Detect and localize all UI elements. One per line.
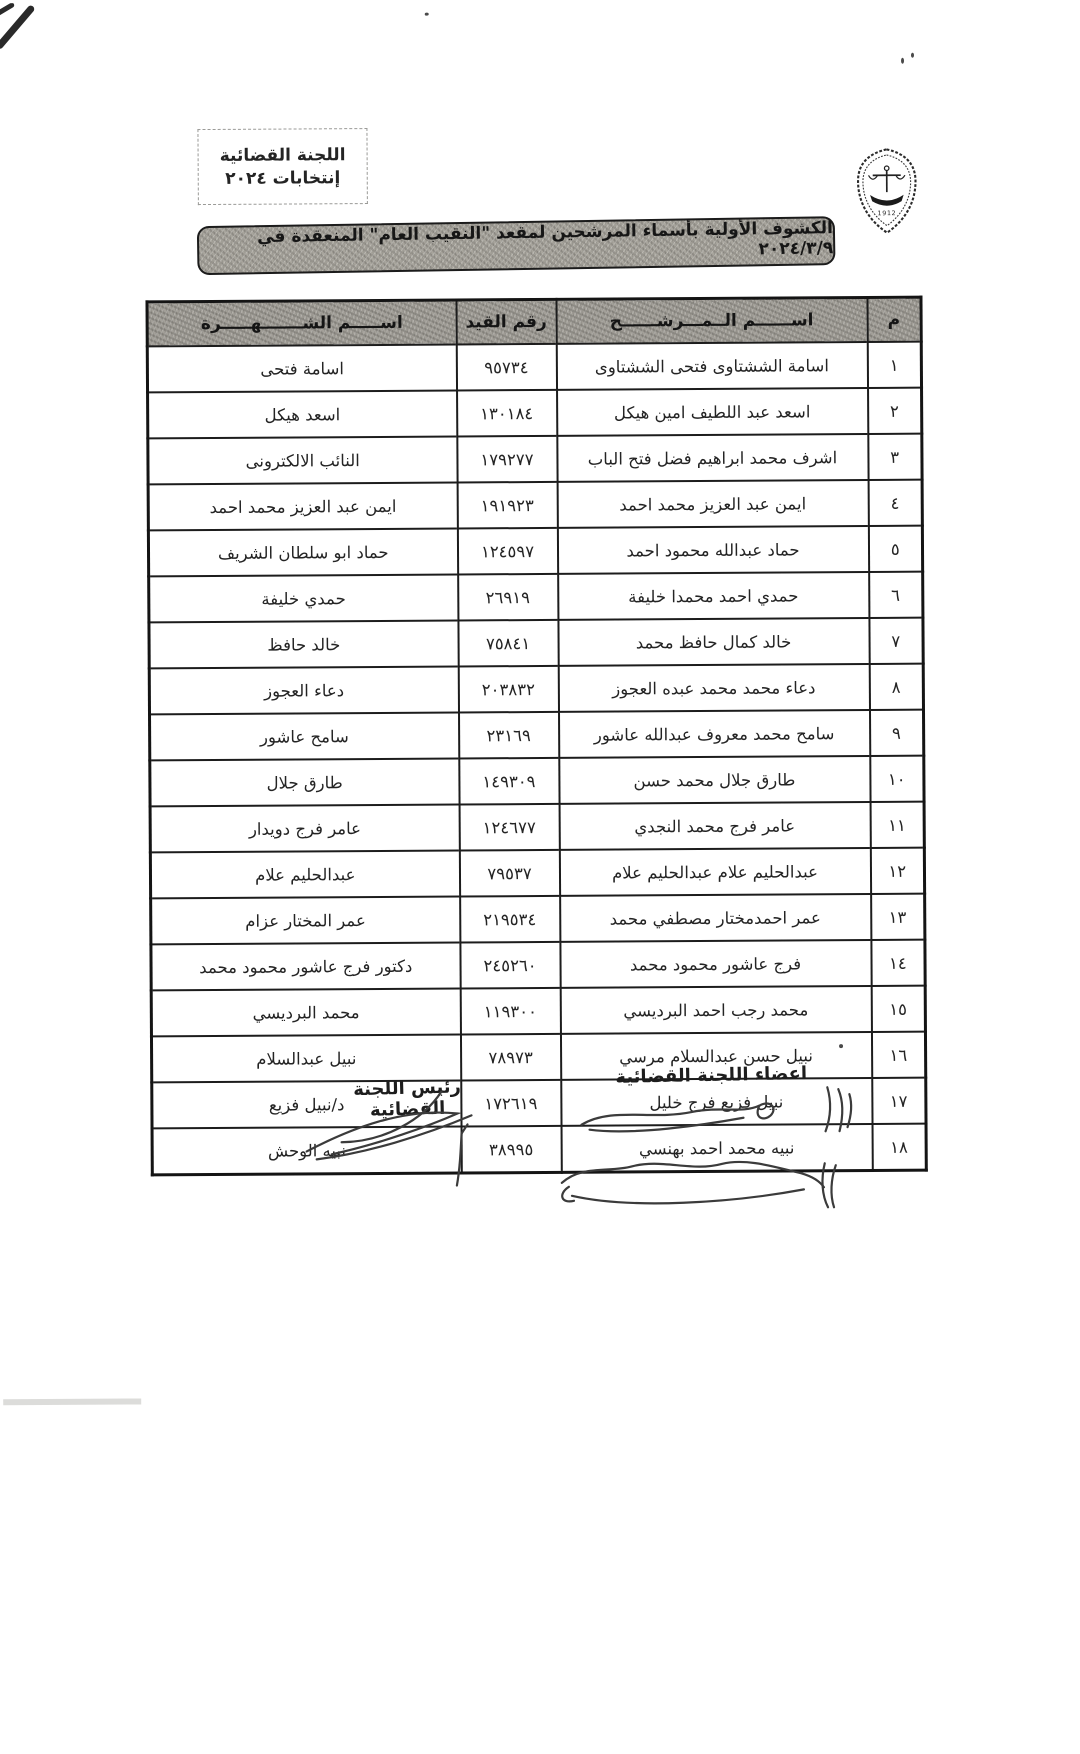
row-number-cell: ٦ <box>869 572 923 618</box>
handwritten-signatures <box>271 1053 887 1242</box>
candidate-name-cell: نبيه محمد احمد بهنسي <box>561 1124 872 1172</box>
alias-name-cell: د/نبيل فزيع <box>152 1080 461 1128</box>
table-row <box>151 986 925 1037</box>
candidate-name-cell: سامح محمد معروف عبدالله عاشور <box>559 710 870 758</box>
table-body <box>147 342 926 1175</box>
alias-name-cell: نبيل عبدالسلام <box>151 1034 460 1082</box>
title-banner <box>197 216 836 275</box>
registration-number-cell: ١٧٩٢٧٧ <box>457 436 557 483</box>
row-number-cell: ١٨ <box>872 1124 926 1171</box>
table-row <box>148 434 922 485</box>
alias-name-cell: ايمن عبد العزيز محمد احمد <box>148 482 457 530</box>
candidate-name-cell: نبيل فزيع فرج خليل <box>561 1078 872 1126</box>
alias-name-cell: دعاء العجوز <box>149 666 458 714</box>
candidate-name-cell: حمدي احمد محمدا خليفة <box>558 572 869 620</box>
seal-year: 1912 <box>878 210 897 217</box>
bar-association-seal-icon <box>852 144 923 239</box>
row-number-cell: ٨ <box>869 664 923 710</box>
table-row <box>150 710 924 761</box>
alias-name-cell: عبدالحليم علام <box>150 850 459 898</box>
table-row <box>150 756 924 807</box>
scan-speck <box>911 53 914 58</box>
candidate-name-cell: دعاء محمد محمد عبده العجوز <box>558 664 869 712</box>
alias-name-cell: عامر فرج دويدار <box>150 804 459 852</box>
table-row <box>151 940 925 991</box>
election-year: إنتخابات ٢٠٢٤ <box>225 168 340 189</box>
alias-name-cell: النائب الالكترونى <box>148 436 457 484</box>
row-number-cell: ٩ <box>869 710 923 756</box>
alias-name-cell: حمدي خليفة <box>149 574 458 622</box>
committee-name: اللجنة القضائية <box>220 145 346 166</box>
candidate-name-cell: فرج عاشور محمود محمد <box>560 940 871 988</box>
header-row-number: م <box>867 297 921 342</box>
candidate-name-cell: ايمن عبد العزيز محمد احمد <box>557 480 868 528</box>
row-number-cell: ٢ <box>868 388 922 434</box>
alias-name-cell: محمد البرديسي <box>151 988 460 1036</box>
registration-number-cell: ١١٩٣٠٠ <box>460 988 560 1035</box>
candidate-name-cell: عامر فرج محمد النجدي <box>559 802 870 850</box>
committee-corner-box <box>197 128 367 205</box>
scan-speck <box>425 13 429 16</box>
candidate-name-cell: نبيل حسن عبدالسلام مرسي <box>560 1032 871 1080</box>
table-row <box>148 480 922 531</box>
alias-name-cell: عمر المختار عزام <box>151 896 460 944</box>
committee-members-label: اعضاء اللجنة القضائية <box>613 1063 809 1088</box>
candidate-name-cell: طارق جلال محمد حسن <box>559 756 870 804</box>
header-candidate-name: اســــــم الــمـــرشــــــح <box>556 297 867 343</box>
registration-number-cell: ٧٥٨٤١ <box>458 620 558 667</box>
registration-number-cell: ٧٩٥٣٧ <box>459 850 559 897</box>
alias-name-cell: اسامة فتحى <box>147 345 456 393</box>
alias-name-cell: نبيه الوحش <box>152 1126 461 1174</box>
table-row <box>149 664 923 715</box>
candidate-name-cell: خالد كمال حافظ محمد <box>558 618 869 666</box>
registration-number-cell: ١٧٢٦١٩ <box>461 1080 561 1127</box>
registration-number-cell: ١٢٤٦٧٧ <box>459 804 559 851</box>
row-number-cell: ٥ <box>868 526 922 572</box>
table-row <box>147 342 921 393</box>
registration-number-cell: ٢٤٥٢٦٠ <box>460 942 560 989</box>
candidate-name-cell: اسعد عبد اللطيف امين هيكل <box>557 388 868 436</box>
alias-name-cell: خالد حافظ <box>149 620 458 668</box>
table-row <box>148 526 922 577</box>
row-number-cell: ١٧ <box>872 1078 926 1124</box>
table-row <box>148 388 922 439</box>
table-row <box>149 572 923 623</box>
registration-number-cell: ٧٨٩٧٣ <box>460 1034 560 1081</box>
candidate-name-cell: محمد رجب احمد البرديسي <box>560 986 871 1034</box>
candidate-name-cell: عمر احمدمختار مصطفي محمد <box>560 894 871 942</box>
alias-name-cell: طارق جلال <box>150 758 459 806</box>
row-number-cell: ١٢ <box>870 848 924 894</box>
registration-number-cell: ٢٦٩١٩ <box>458 574 558 621</box>
row-number-cell: ١٣ <box>871 894 925 940</box>
scan-edge-streak <box>3 1398 141 1405</box>
registration-number-cell: ٢٣١٦٩ <box>459 712 559 759</box>
row-number-cell: ١٤ <box>871 940 925 986</box>
alias-name-cell: حماد ابو سلطان الشريف <box>148 528 457 576</box>
registration-number-cell: ١٣٠١٨٤ <box>457 390 557 437</box>
row-number-cell: ١٦ <box>871 1032 925 1078</box>
alias-name-cell: اسعد هيكل <box>148 391 457 439</box>
table-row <box>150 802 924 853</box>
row-number-cell: ١١ <box>870 802 924 848</box>
candidate-name-cell: اسامة الششتاوى فتحى الششتاوى <box>556 342 867 390</box>
row-number-cell: ٤ <box>868 480 922 526</box>
registration-number-cell: ٢١٩٥٣٤ <box>460 896 560 943</box>
table-header-row <box>147 297 921 346</box>
header-registration-number: رقم القيد <box>456 299 556 344</box>
candidates-table <box>145 296 927 1177</box>
registration-number-cell: ٢٠٣٨٣٢ <box>458 666 558 713</box>
table-row <box>151 894 925 945</box>
registration-number-cell: ٩٥٧٣٤ <box>456 344 556 391</box>
row-number-cell: ١ <box>867 342 921 388</box>
committee-head-label: رئيس اللجنة القضائية <box>317 1075 498 1122</box>
registration-number-cell: ٣٨٩٩٥ <box>461 1126 561 1173</box>
alias-name-cell: سامح عاشور <box>150 712 459 760</box>
candidate-name-cell: اشرف محمد ابراهيم فضل فتح الباب <box>557 434 868 482</box>
scan-speck <box>901 58 904 64</box>
registration-number-cell: ١٤٩٣٠٩ <box>459 758 559 805</box>
row-number-cell: ١٠ <box>870 756 924 802</box>
row-number-cell: ٧ <box>869 618 923 664</box>
page-title: الكشوف الأولية بأسماء المرشحين لمقعد "النقيب العام" المنعقدة في ٢٠٢٤/٣/٩ <box>199 218 834 268</box>
row-number-cell: ١٥ <box>871 986 925 1032</box>
registration-number-cell: ١٢٤٥٩٧ <box>457 528 557 575</box>
table-row <box>150 848 924 899</box>
scan-corner-artifact <box>0 3 59 51</box>
row-number-cell: ٣ <box>868 434 922 480</box>
candidate-name-cell: عبدالحليم علام عبدالحليم علام <box>559 848 870 896</box>
registration-number-cell: ١٩١٩٢٣ <box>457 482 557 529</box>
candidate-name-cell: حماد عبدالله محمود احمد <box>557 526 868 574</box>
table-row <box>149 618 923 669</box>
alias-name-cell: دكتور فرج عاشور محمود محمد <box>151 942 460 990</box>
header-alias-name: اســـــم الشـــــــهـــــرة <box>147 300 456 346</box>
